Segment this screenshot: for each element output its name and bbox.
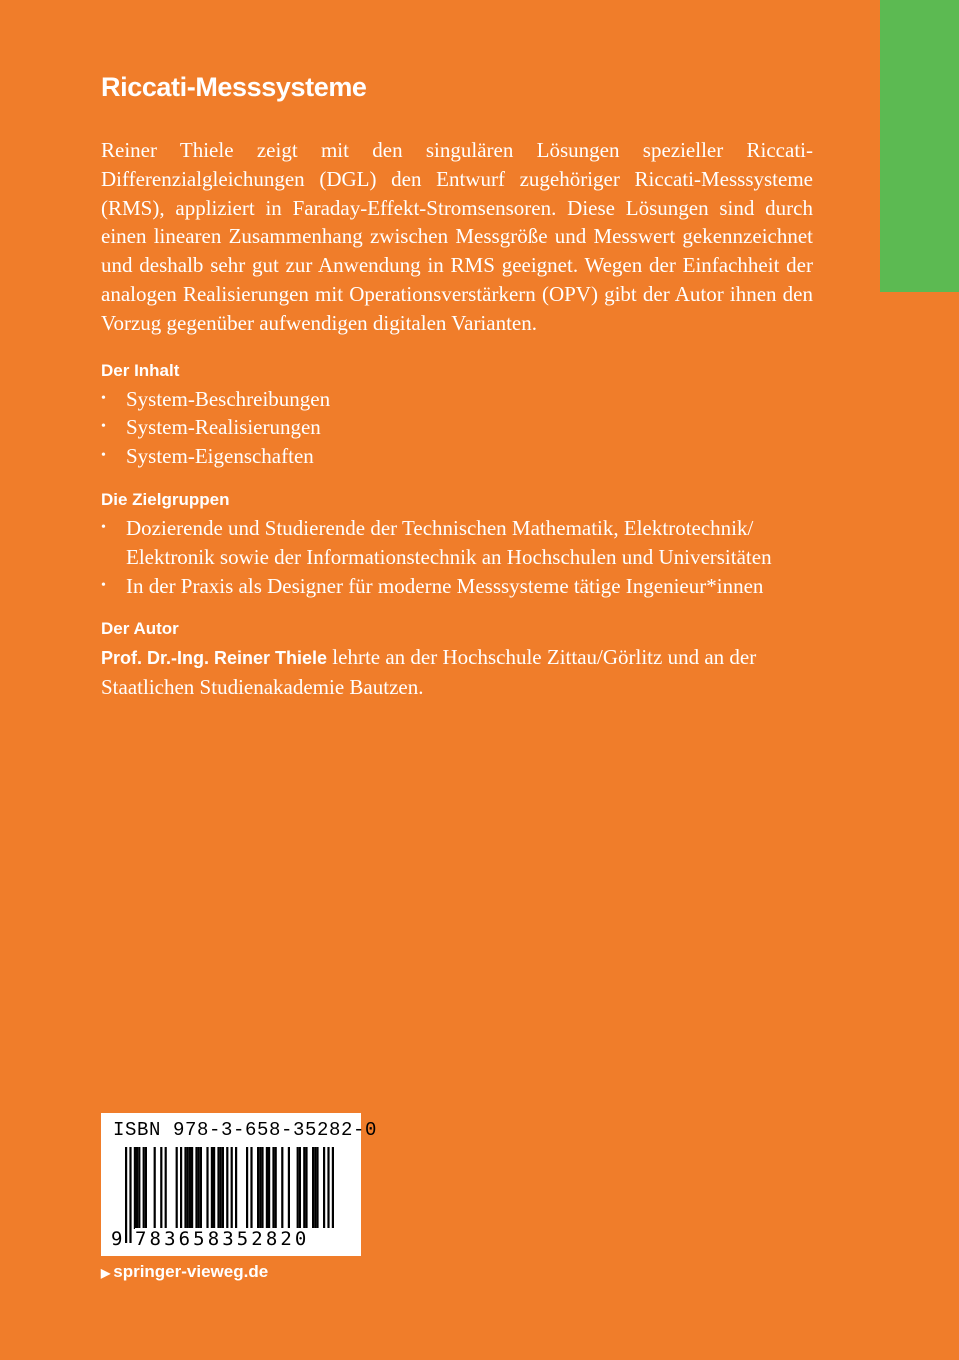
author-paragraph [101,643,813,702]
list-item [101,572,813,601]
barcode-bar [222,1147,224,1229]
book-title: Riccati-Messsysteme [101,72,367,102]
website-text: springer-vieweg.de [113,1262,269,1281]
arrow-right-icon: ▶ [101,1266,111,1280]
barcode-bar [165,1147,167,1229]
zielgruppen-heading: Die Zielgruppen [101,489,230,509]
barcode-bar [261,1147,263,1229]
barcode-bar [138,1147,140,1229]
barcode-bar [180,1147,182,1229]
barcode-bar [191,1147,193,1229]
green-tab [880,0,959,292]
bullet-icon: • [101,519,106,535]
barcode-bar [189,1147,191,1229]
list-item-text: In der Praxis als Designer für moderne Messsysteme tätige Ingenieur*innen [126,573,764,598]
barcode-bar [195,1147,197,1229]
barcode-bar [297,1147,299,1229]
barcode-bar [213,1147,215,1229]
barcode-bar [235,1147,237,1229]
barcode-bar [246,1147,248,1229]
barcode-bar [217,1147,219,1229]
barcode-bar [206,1147,208,1229]
bullet-icon: • [101,390,106,406]
intro-paragraph: Reiner Thiele zeigt mit den singulären Lösungen spezieller Riccati-Differenzialgleichungen (DGL) den Entwurf zugehöriger Riccati-Messsysteme (RMS), appliziert in Faraday-Effekt-Stromsensoren. Diese Lösungen sind durch einen linearen Zusammenhang zwischen Messgröße und Messwert gekennzeichnet und deshalb sehr gut zur Anwendung in RMS geeignet. Wegen der Einfachheit der analogen Realisierungen mit Operationsverstärkern (OPV) gibt der Autor ihnen den Vorzug gegenüber aufwendigen digitalen Varianten. [101,138,813,335]
barcode-bar [220,1147,222,1229]
barcode-bar [250,1147,252,1229]
barcode-bar [129,1147,131,1243]
barcode-bar [198,1147,200,1229]
barcode-bar [275,1147,277,1229]
list-item [101,413,813,442]
barcode-bar [134,1147,136,1229]
list-item-text: System-Beschreibungen [126,386,331,411]
barcode-bar [259,1147,261,1229]
bullet-icon: • [101,448,106,464]
isbn-barcode [101,1113,378,1256]
barcode-bar [288,1147,290,1229]
barcode-first-digit: 9 [111,1228,123,1250]
barcode-digits: 783658352820 [135,1228,353,1250]
barcode-bar [266,1147,268,1229]
barcode-bar [211,1147,213,1229]
barcode-bar [160,1147,162,1229]
bullet-icon: • [101,577,106,593]
barcode-bar [323,1147,325,1229]
list-item-text: System-Realisierungen [126,415,321,440]
barcode-bar [299,1147,301,1229]
barcode-bar [281,1147,283,1229]
barcode-bar [305,1147,307,1229]
barcode-bar [154,1147,156,1229]
barcode-bar [125,1147,127,1243]
barcode-bar [268,1147,270,1229]
autor-heading: Der Autor [101,619,179,639]
barcode-bar [303,1147,305,1229]
barcode-bar [312,1147,314,1229]
inhalt-list [101,385,813,471]
list-item [101,442,813,471]
list-item-text: Dozierende und Studierende der Technischen Mathematik, Elektrotechnik/ Elektronik sowie der Informationstechnik an Hochschulen und Universitäten [126,515,772,569]
list-item [101,385,813,414]
author-name: Prof. Dr.-Ing. Reiner Thiele [101,648,328,669]
zielgruppen-list [101,514,813,600]
barcode-bar [176,1147,178,1229]
barcode-bar [314,1147,316,1229]
bullet-icon: • [101,419,106,435]
list-item [101,514,813,572]
barcode-bar [200,1147,202,1229]
barcode-bar [136,1147,138,1229]
blurb [101,136,813,702]
barcode-bar [316,1147,318,1229]
inhalt-heading: Der Inhalt [101,360,180,380]
isbn-label: ISBN 978-3-658-35282-0 [113,1119,378,1141]
barcode-bar [187,1147,189,1229]
barcode-bar [143,1147,145,1229]
list-item-text: System-Eigenschaften [126,444,314,469]
barcode-bar [257,1147,259,1229]
author-text: lehrte an der Hochschule Zittau/Görlitz und an der Staatlichen Studienakademie Bautzen. [101,645,757,700]
website-link[interactable] [101,1262,268,1282]
barcode-bar [145,1147,147,1229]
barcode-bar [184,1147,186,1229]
barcode-bar [272,1147,274,1229]
